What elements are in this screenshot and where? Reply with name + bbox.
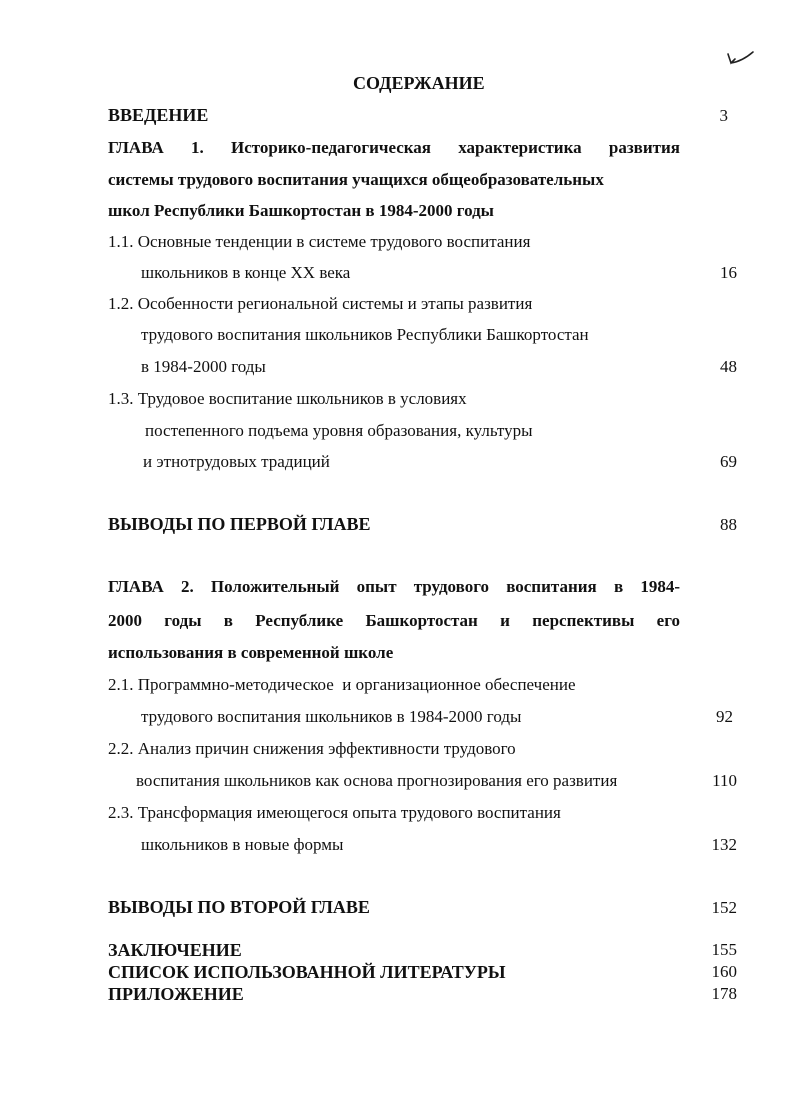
chapter2-heading-line3: использования в современной школе [108,643,394,662]
conclusions-chapter2-page: 152 [711,898,737,917]
chapter1-heading-word: характеристика [458,138,582,157]
chapter1-heading-word: 1. [190,138,204,157]
toc-intro-page: 3 [719,106,728,125]
conclusion-page: 155 [711,940,737,959]
chapter1-heading-line3: школ Республики Башкортостан в 1984-2000 годы [108,201,494,220]
section-1-1-page: 16 [720,263,737,282]
chapter1-heading-word: Историко-педагогическая [230,138,431,157]
section-2-3-page: 132 [711,835,737,854]
section-1-2-line2: трудового воспитания школьников Республики Башкортостан [141,325,589,344]
chapter2-heading-line1: ГЛАВА 2. Положительный опыт трудового воспитания в 1984- [108,577,680,596]
section-2-2-line1: 2.2. Анализ причин снижения эффективности трудового [108,739,516,758]
section-2-1-line2: трудового воспитания школьников в 1984-2000 годы [141,707,522,726]
section-1-1-line1: 1.1. Основные тенденции в системе трудового воспитания [108,232,531,251]
chapter2-heading-line2: 2000 годы в Республике Башкортостан и перспективы его [108,611,680,630]
section-1-2-page: 48 [720,357,737,376]
section-1-2-line1: 1.2. Особенности региональной системы и этапы развития [108,294,533,313]
section-1-3-line2: постепенного подъема уровня образования, культуры [145,421,533,440]
bibliography-page: 160 [711,962,737,981]
conclusion-label: ЗАКЛЮЧЕНИЕ [108,940,242,960]
toc-intro-label: ВВЕДЕНИЕ [108,105,209,125]
section-2-2-line2: воспитания школьников как основа прогнозирования его развития [136,771,618,790]
page-title: СОДЕРЖАНИЕ [353,73,485,93]
chapter1-heading-line1 [108,138,680,158]
section-1-3-line1: 1.3. Трудовое воспитание школьников в условиях [108,389,467,408]
section-2-3-line1: 2.3. Трансформация имеющегося опыта трудового воспитания [108,803,561,822]
chapter1-heading-line2: системы трудового воспитания учащихся общеобразовательных [108,170,604,189]
section-1-2-line3: в 1984-2000 годы [141,357,266,376]
bibliography-label: СПИСОК ИСПОЛЬЗОВАННОЙ ЛИТЕРАТУРЫ [108,962,506,982]
handwritten-check-mark [724,50,756,70]
appendix-label: ПРИЛОЖЕНИЕ [108,984,244,1004]
section-2-2-page: 110 [712,771,737,790]
section-2-1-page: 92 [716,707,733,726]
chapter1-heading-word: развития [608,138,680,157]
section-1-1-line2: школьников в конце XX века [141,263,351,282]
section-2-3-line2: школьников в новые формы [141,835,344,854]
chapter1-heading-word: ГЛАВА [108,138,164,157]
section-2-1-line1: 2.1. Программно-методическое и организационное обеспечение [108,675,576,694]
appendix-page: 178 [711,984,737,1003]
conclusions-chapter1-label: ВЫВОДЫ ПО ПЕРВОЙ ГЛАВЕ [108,514,371,534]
conclusions-chapter2-label: ВЫВОДЫ ПО ВТОРОЙ ГЛАВЕ [108,897,370,917]
section-1-3-line3: и этнотрудовых традиций [143,452,330,471]
conclusions-chapter1-page: 88 [720,515,737,534]
section-1-3-page: 69 [720,452,737,471]
